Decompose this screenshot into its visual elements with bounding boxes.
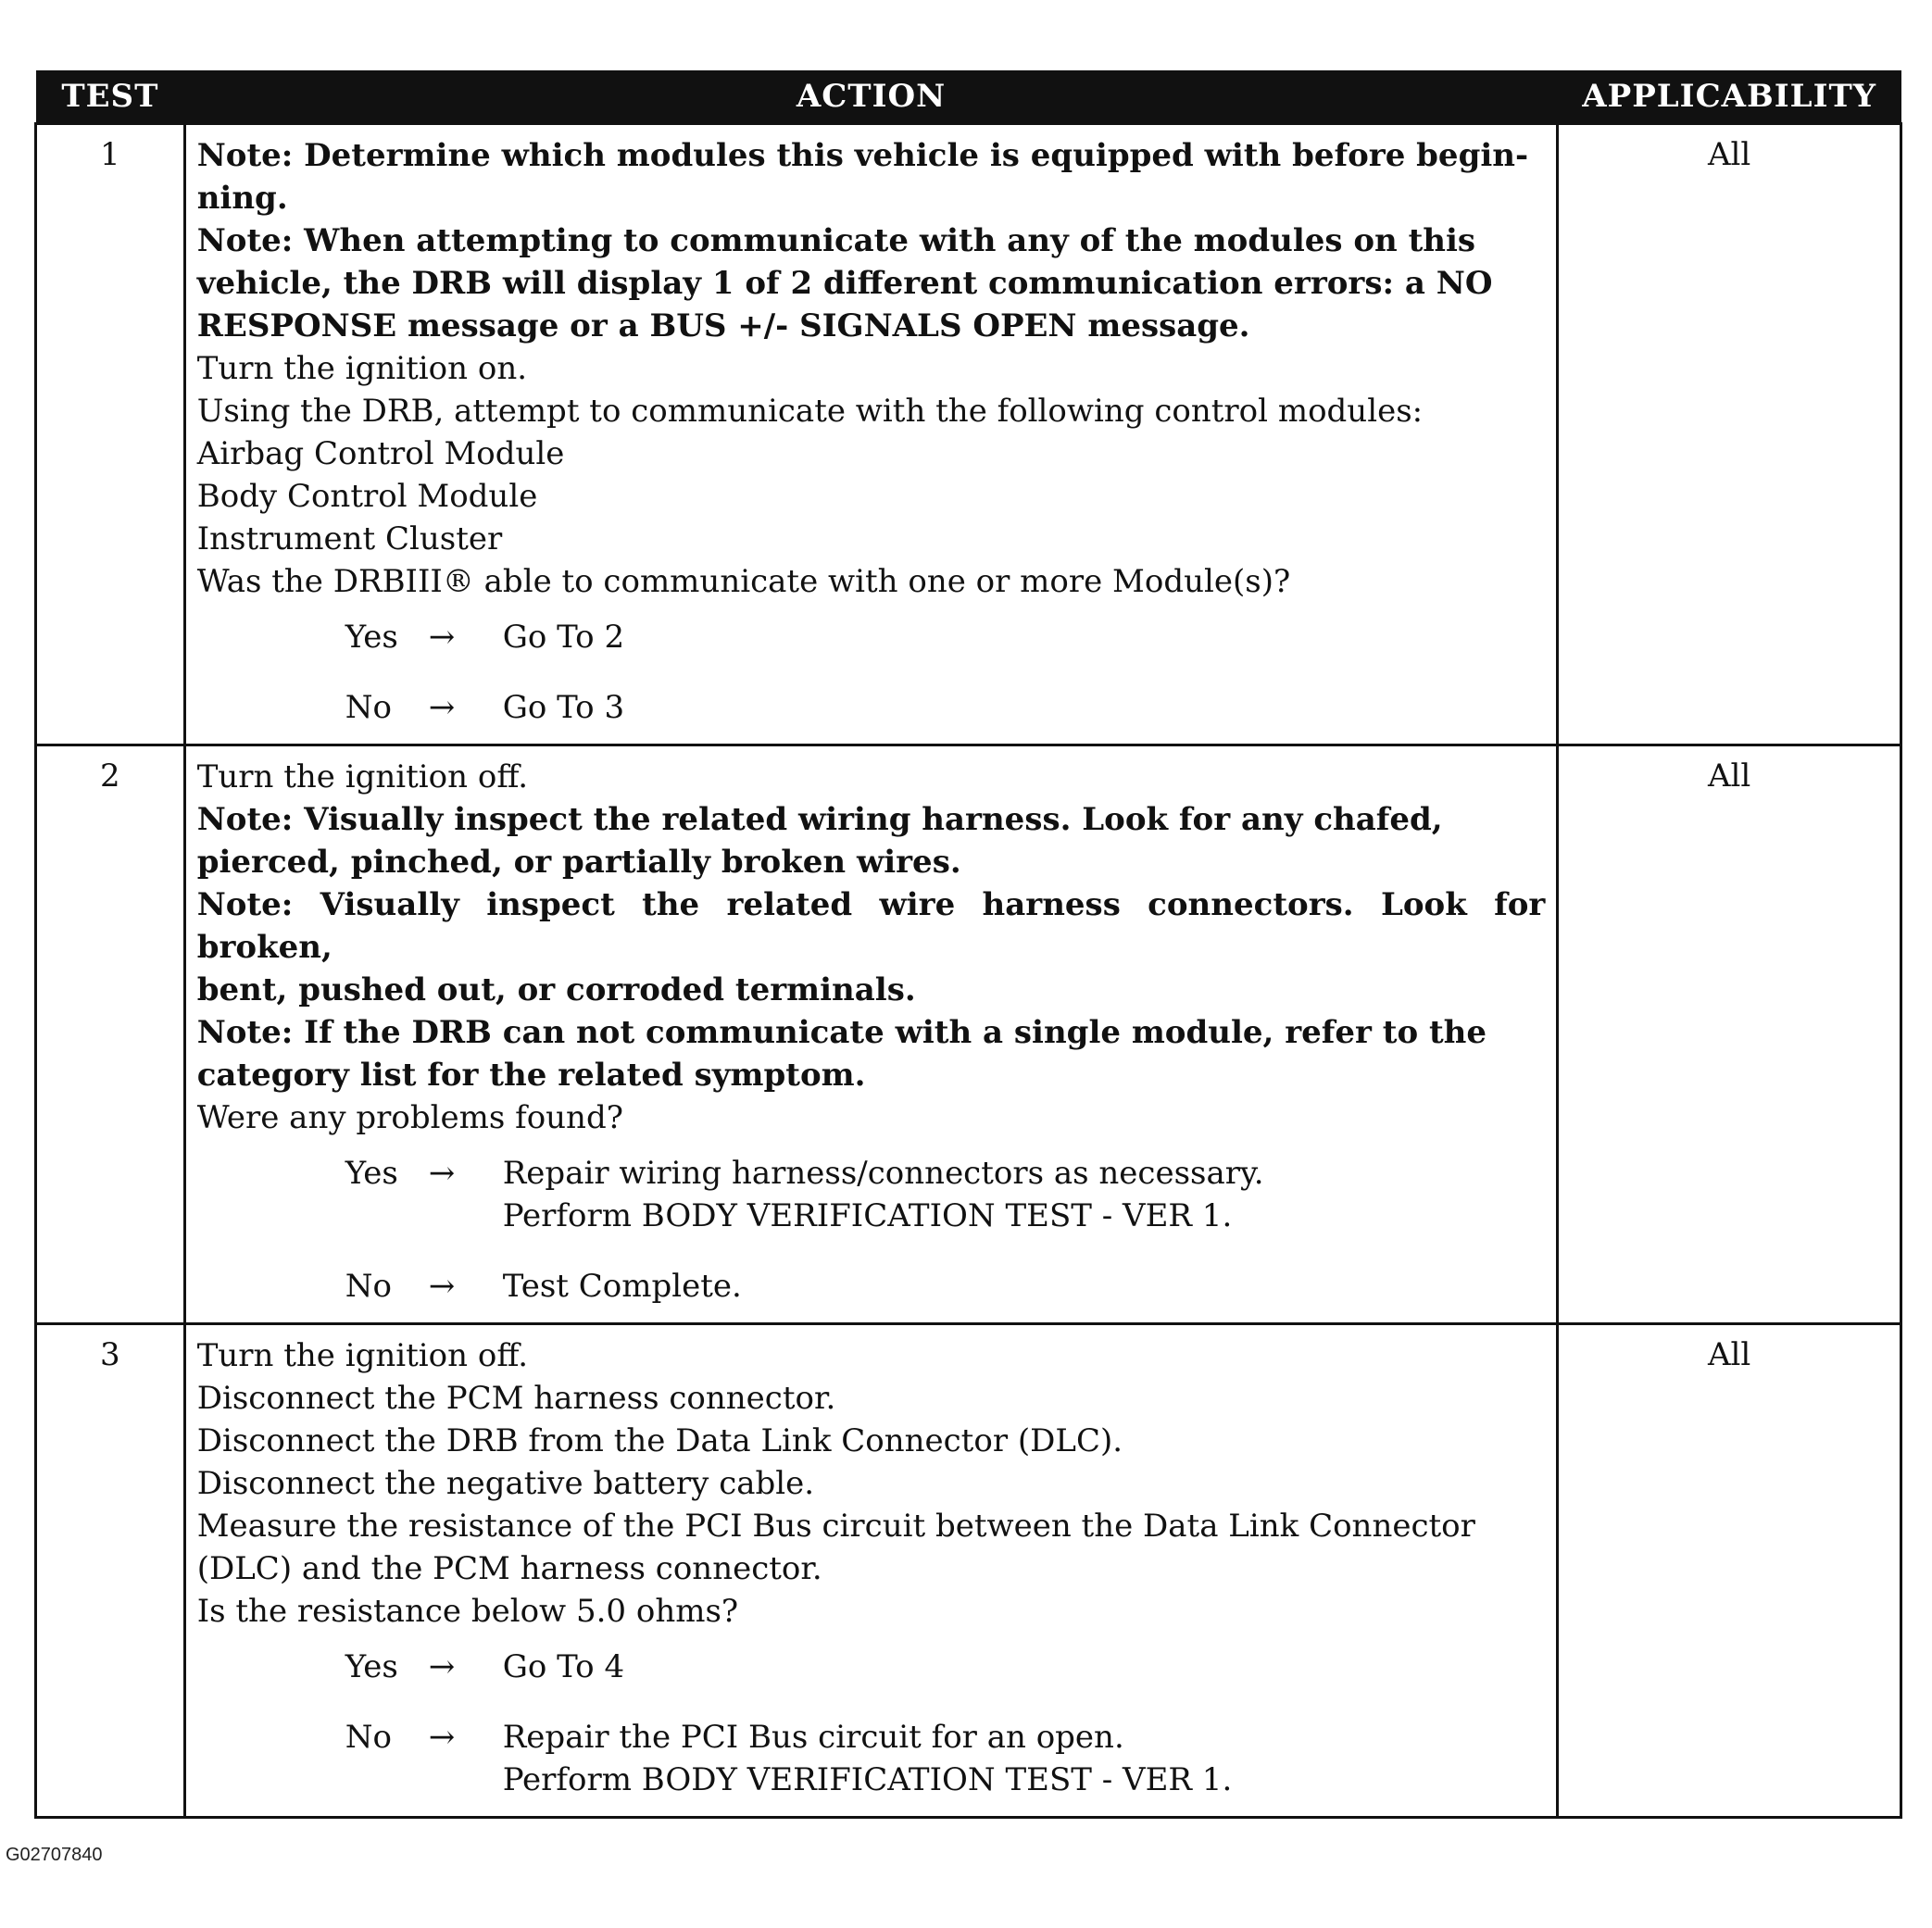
outcome-result — [503, 1265, 1546, 1308]
arrow-right-icon: → — [428, 689, 456, 726]
outcome-result-line: Test Complete. — [502, 1268, 742, 1305]
outcome-yes — [345, 616, 1546, 658]
arrow-right-icon: → — [428, 1648, 456, 1685]
outcome-result-line: Go To 2 — [502, 619, 625, 656]
outcome-label: No — [345, 1268, 392, 1305]
instruction-line: Turn the ignition off. — [196, 1337, 529, 1374]
table-header-row — [36, 70, 1901, 124]
outcome-result-line: Go To 4 — [502, 1648, 625, 1685]
applicability-cell: All — [1558, 124, 1901, 745]
outcome-label: No — [345, 1719, 392, 1756]
outcome-result-line: Repair wiring harness/connectors as necessary. — [502, 1155, 1264, 1192]
outcome-label: Yes — [345, 1155, 398, 1192]
table-row — [36, 1324, 1901, 1818]
arrow-right-icon: → — [428, 619, 456, 656]
instruction-line: Turn the ignition on. — [196, 350, 528, 387]
outcome-no — [345, 686, 1546, 729]
instruction-line: Disconnect the DRB from the Data Link Connector (DLC). — [196, 1422, 1123, 1459]
outcome-result-line: Go To 3 — [502, 689, 625, 726]
test-number: 3 — [36, 1324, 185, 1818]
applicability-cell: All — [1558, 745, 1901, 1324]
instruction-line: Disconnect the negative battery cable. — [196, 1465, 815, 1502]
outcome-result — [503, 1646, 1546, 1688]
arrow-right-icon: → — [428, 1155, 456, 1192]
instruction-line: Were any problems found? — [196, 1099, 623, 1136]
outcome-result-line: Perform BODY VERIFICATION TEST - VER 1. — [502, 1197, 1233, 1234]
outcome-yes — [345, 1152, 1546, 1237]
test-number: 2 — [36, 745, 185, 1324]
outcome-result-line: Repair the PCI Bus circuit for an open. — [502, 1719, 1124, 1756]
table-row — [36, 124, 1901, 745]
outcomes — [197, 1646, 1546, 1801]
note-line: vehicle, the DRB will display 1 of 2 different communication errors: a NO — [196, 265, 1493, 302]
outcome-result-line: Perform BODY VERIFICATION TEST - VER 1. — [502, 1761, 1233, 1798]
header-test: TEST — [36, 70, 185, 124]
diagnostic-test-table — [34, 70, 1902, 1819]
instruction-line: Turn the ignition off. — [196, 758, 529, 795]
note-line: Note: Visually inspect the related wiring harness. Look for any chafed, — [196, 801, 1443, 838]
outcome-label: Yes — [345, 1648, 398, 1685]
action-cell — [184, 745, 1558, 1324]
note-line: Note: Visually inspect the related wire harness connectors. Look for broken, — [196, 886, 1546, 966]
note-line: Note: If the DRB can not communicate with a single module, refer to the — [196, 1014, 1487, 1051]
instruction-line: Measure the resistance of the PCI Bus circuit between the Data Link Connector — [196, 1508, 1475, 1545]
note-line: pierced, pinched, or partially broken wires. — [196, 844, 961, 881]
note-line: category list for the related symptom. — [196, 1057, 866, 1094]
action-cell — [184, 1324, 1558, 1818]
outcome-result — [503, 1152, 1546, 1237]
instruction-line: Instrument Cluster — [196, 520, 503, 557]
header-action: ACTION — [184, 70, 1558, 124]
outcome-label: Yes — [345, 619, 398, 656]
applicability-cell: All — [1558, 1324, 1901, 1818]
instruction-line: Airbag Control Module — [196, 435, 565, 472]
arrow-right-icon: → — [428, 1268, 456, 1305]
table-row — [36, 745, 1901, 1324]
outcome-result — [503, 1716, 1546, 1801]
outcomes — [197, 1152, 1546, 1308]
note-line: ning. — [196, 180, 288, 217]
header-applicability: APPLICABILITY — [1558, 70, 1901, 124]
note-line: bent, pushed out, or corroded terminals. — [196, 971, 916, 1008]
outcome-result — [503, 686, 1546, 729]
test-number: 1 — [36, 124, 185, 745]
outcome-result — [503, 616, 1546, 658]
outcomes — [197, 616, 1546, 729]
instruction-line: (DLC) and the PCM harness connector. — [196, 1550, 822, 1587]
note-line: Note: Determine which modules this vehicle is equipped with before begin- — [196, 137, 1529, 174]
outcome-no — [345, 1265, 1546, 1308]
outcome-no — [345, 1716, 1546, 1801]
note-line: RESPONSE message or a BUS +/- SIGNALS OPEN message. — [196, 307, 1250, 344]
figure-id: G02707840 — [6, 1845, 103, 1865]
outcome-yes — [345, 1646, 1546, 1688]
instruction-line: Is the resistance below 5.0 ohms? — [196, 1593, 739, 1630]
instruction-line: Was the DRBIII® able to communicate with one or more Module(s)? — [196, 563, 1291, 600]
note-line: Note: When attempting to communicate with any of the modules on this — [196, 222, 1476, 259]
action-cell — [184, 124, 1558, 745]
table-body — [36, 124, 1901, 1818]
instruction-line: Disconnect the PCM harness connector. — [196, 1380, 836, 1417]
instruction-line: Body Control Module — [196, 478, 538, 515]
arrow-right-icon: → — [428, 1719, 456, 1756]
instruction-line: Using the DRB, attempt to communicate with the following control modules: — [196, 393, 1424, 430]
outcome-label: No — [345, 689, 392, 726]
